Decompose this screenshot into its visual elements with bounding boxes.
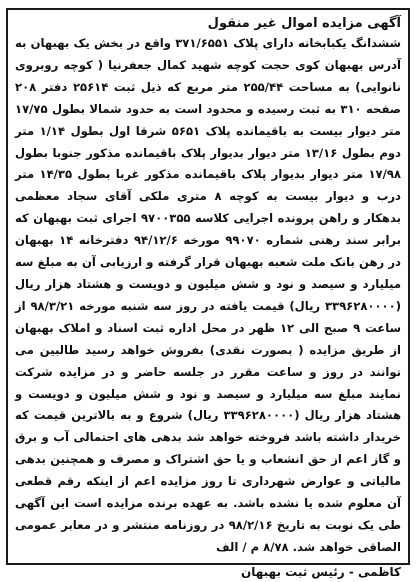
- notice-body: ششدانگ یکبابخانه دارای پلاک ۳۷۱/۶۵۵۱ واقع در بخش یک بهبهان به آدرس بهبهان کوی حجت کوچه شهید کمال جعفرنیا ( کوچه روبروی نانوایی) به مساحت ۲۵۵/۴۴ متر مربع که ذیل ثبت ۲۵۶۱۴ دفتر ۲۰۸ صفحه ۳۱۰ به ثبت رسیده و محدود است به حدود شمالا بطول ۱۷/۷۵ متر دیوار بیست به باقیمانده پلاک ۵۶۵۱ شرقا اول بطول ۱/۱۴ متر دوم بطول ۱۳/۱۶ متر دیوار بدیوار پلاک باقیمانده مذکور جنوبا بطول ۱۷/۹۸ متر دیوار بدیوار پلاک باقیمانده مذکور غربا بطول ۱۴/۳۵ متر درب و دیوار بیست به کوچه ۸ متری ملکی آقای سجاد معظمی بدهکار و راهن پرونده اجرایی کلاسه ۹۷۰۰۳۵۵ اجرای ثبت بهبهان که برابر سند رهنی شماره ۹۹۰۷۰ مورخه ۹۴/۱۲/۶ دفترخانه ۱۴ بهبهان در رهن بانک ملت شعبه بهبهان قرار گرفته و ارزیابی آن به مبلغ سه میلیارد و سیصد و نود و شش میلیون و دویست و هشتاد هزار ریال (۳۳۹۶۲۸۰۰۰۰ ریال) قیمت یافته در روز سه شنبه مورخه ۹۸/۳/۲۱ از ساعت ۹ صبح الی ۱۲ ظهر در محل اداره ثبت اسناد و املاک بهبهان از طریق مزایده ( بصورت نقدی) بفروش خواهد رسید طالبین می توانند در روز و ساعت مقرر در جلسه حاضر و در مزایده شرکت نمایند مبلغ سه میلیارد و سیصد و نود و شش میلیون و دویست و هشتاد هزار ریال (۳۳۹۶۲۸۰۰۰۰ ریال) شروع و به بالاترین قیمت که خریدار داشته باشد فروخته خواهد شد بدهی های احتمالی آب و برق و گاز اعم از حق انشعاب و یا حق اشتراک و مصرف و همچنین بدهی مالیاتی و عوارض شهرداری تا روز مزایده اعم از اینکه رقم قطعی آن معلوم شده یا نشده باشد. به عهده برنده مزایده است این آگهی طی یک نوبت به تاریخ ۹۸/۲/۱۶ در روزنامه منتشر و در معابر عمومی الصاقی خواهد شد. ۸/۷۸ م / الف: [15, 36, 402, 554]
- notice-signature: کاظمی - رئیس ثبت بهبهان: [240, 564, 401, 579]
- auction-notice: [6, 8, 410, 579]
- notice-title: آگهی مزایده اموال غیر منقول: [207, 16, 401, 31]
